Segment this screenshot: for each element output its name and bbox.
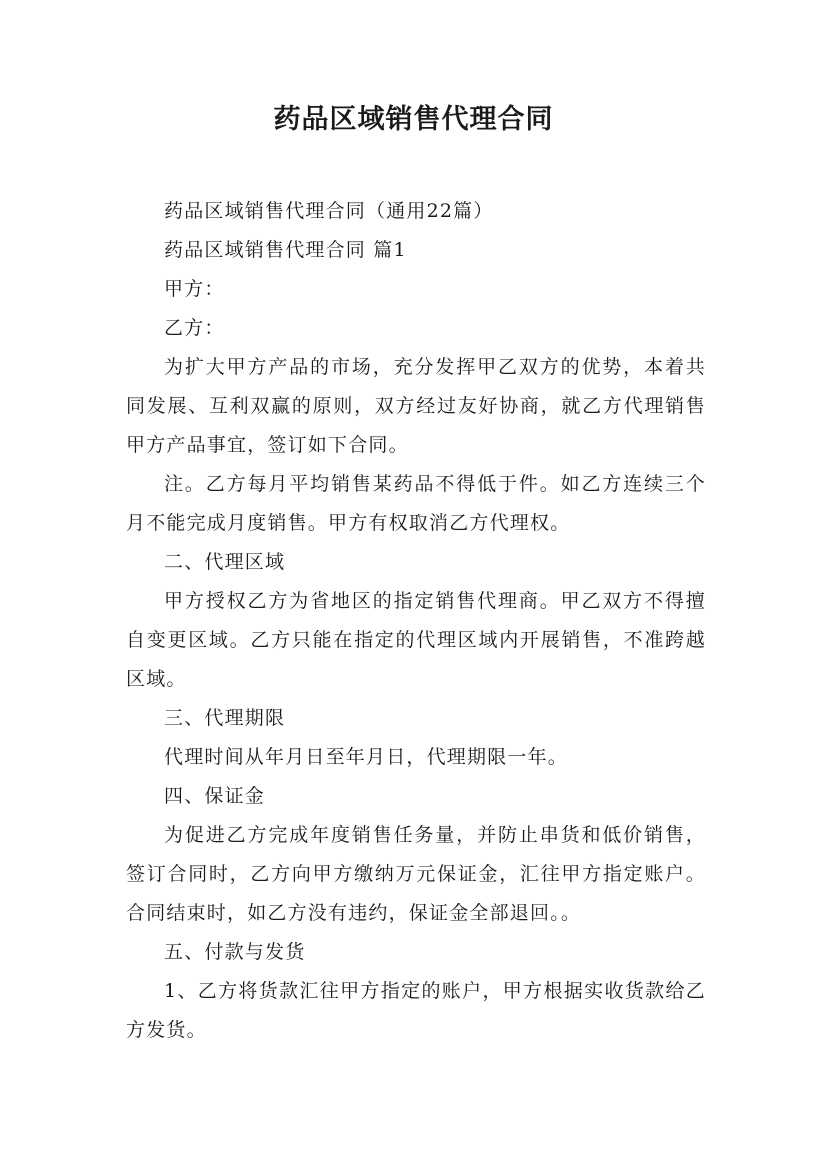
paragraph-party-a: 甲方： <box>164 278 225 300</box>
document-body <box>126 192 706 1050</box>
paragraph-note: 注。乙方每月平均销售某药品不得低于件。如乙方连续三个月不能完成月度销售。甲方有权取消乙方代理权。 <box>126 473 706 534</box>
paragraph-subtitle: 药品区域销售代理合同（通用22篇） <box>164 200 494 222</box>
heading-payment-delivery: 五、付款与发货 <box>164 941 306 963</box>
paragraph-preamble: 为扩大甲方产品的市场，充分发挥甲乙双方的优势，本着共同发展、互利双赢的原则，双方经过友好协商，就乙方代理销售甲方产品事宜，签订如下合同。 <box>126 356 706 456</box>
paragraph-payment-delivery: 1、乙方将货款汇往甲方指定的账户，甲方根据实收货款给乙方发货。 <box>126 980 706 1041</box>
heading-agency-term: 三、代理期限 <box>164 707 286 729</box>
paragraph-deposit: 为促进乙方完成年度销售任务量，并防止串货和低价销售，签订合同时，乙方向甲方缴纳万元保证金，汇往甲方指定账户。合同结束时，如乙方没有违约，保证金全部退回。。 <box>126 824 706 924</box>
heading-agency-region: 二、代理区域 <box>164 551 286 573</box>
paragraph-party-b: 乙方： <box>164 317 225 339</box>
document-title: 药品区域销售代理合同 <box>273 104 554 135</box>
heading-deposit: 四、保证金 <box>164 785 266 807</box>
paragraph-section-heading: 药品区域销售代理合同 篇1 <box>164 239 407 261</box>
paragraph-agency-term: 代理时间从年月日至年月日，代理期限一年。 <box>164 746 569 768</box>
paragraph-agency-region: 甲方授权乙方为省地区的指定销售代理商。甲乙双方不得擅自变更区域。乙方只能在指定的代理区域内开展销售，不准跨越区域。 <box>126 590 706 690</box>
